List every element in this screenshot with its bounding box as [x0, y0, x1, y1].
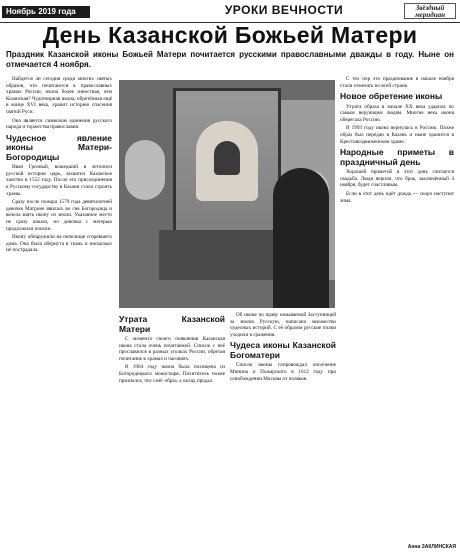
column-2 [119, 312, 225, 550]
column-4 [340, 76, 454, 546]
paragraph: Найдется ли сегодня среди многих святых образов, что почитаются в православных храмах России, икона более известная, чем Казанская? Чудотворная икона, обретённая ещё в конце XVI века, хранит историю спасения святой Руси. [6, 76, 112, 115]
author-signature: Анна ЗАКЛИНСКАЯ [407, 544, 456, 550]
column-3 [230, 312, 336, 550]
paragraph: Сразу после пожара 1579 года девятилетней девочке Матроне явилась во сне Богородица и велела взять икону из земли. Указанное место не сразу нашли, но девочка с матерью продолжили поиски. [6, 199, 112, 232]
paragraph: С тех пор это празднование в начале ноября стали отмечать по всей стране. [340, 76, 454, 89]
article-title: День Казанской Божьей Матери [42, 22, 418, 48]
column-1 [6, 76, 112, 550]
subheading: Утрата Казанской Матери [119, 314, 225, 334]
paragraph: Список иконы сопровождал ополчение Минина и Пожарского в 1612 году при освобождении Москвы от поляков. [230, 362, 336, 382]
paragraph: Если в этот день идёт дождь — скоро наступит зима. [340, 191, 454, 204]
issue-date: Ноябрь 2019 года [2, 6, 90, 18]
subheading: Чудесное явление иконы Матери-Богородицы [6, 132, 112, 162]
article-lead: Праздник Казанской иконы Божьей Матери почитается русскими православными дважды в году. Ныне он отмечается 4 ноября. [6, 50, 454, 69]
paragraph: Она является символом единения русского народа и торжества православия. [6, 117, 112, 131]
paragraph: Утрата образа в начале XX века ударила по самым верующим людям. Многие века икона оберегала Россию. [340, 103, 454, 123]
paragraph: В 1904 году икона была похищена из Богородицкого монастыря. Похититель позже признался, что сжёг образ, а оклад продал. [119, 364, 225, 384]
section-title: УРОКИ ВЕЧНОСТИ [224, 3, 344, 17]
subheading: Народные приметы в праздничный день [340, 147, 454, 167]
subheading: Новое обретение иконы [340, 91, 443, 102]
paragraph: Об иконе по праву называемой Заступницей за землю Русскую, написано множество чудесных историй. С её образом русские полки уходили в сражения. [230, 312, 336, 338]
newspaper-logo: Звёздный меридиан [404, 3, 456, 19]
paragraph: Иван Грозный, вошедший в летописи русской истории царь, захватил Казанское ханство в 1552 году. После его присоединения к Русскому государству в Казани стали строить храмы. [6, 164, 112, 197]
subheading: Чудеса иконы Казанской Богоматери [230, 340, 336, 360]
paragraph: Икону обнаружили на пепелище сгоревшего дома. Она была обернута в ткань и нисколько не пострадала. [6, 234, 112, 254]
paragraph: С момента своего появления Казанская икона стала очень почитаемой. Список с неё прославился в разных уголках России, обретая почитание в храмах и часовнях. [119, 336, 225, 362]
flowers-image [125, 140, 165, 200]
page-header [0, 0, 460, 23]
paragraph: Хорошей приметой в этот день считается свадьба. Люди верили, что брак, заключённый 4 ноября, будет счастливым. [340, 169, 454, 189]
paragraph: В 1993 году икона вернулась в Россию. Позже образ был передан в Казань и ныне хранится в Крестовоздвиженском храме. [340, 125, 454, 145]
icon-photo [119, 80, 335, 308]
worshipper-image [273, 168, 329, 308]
